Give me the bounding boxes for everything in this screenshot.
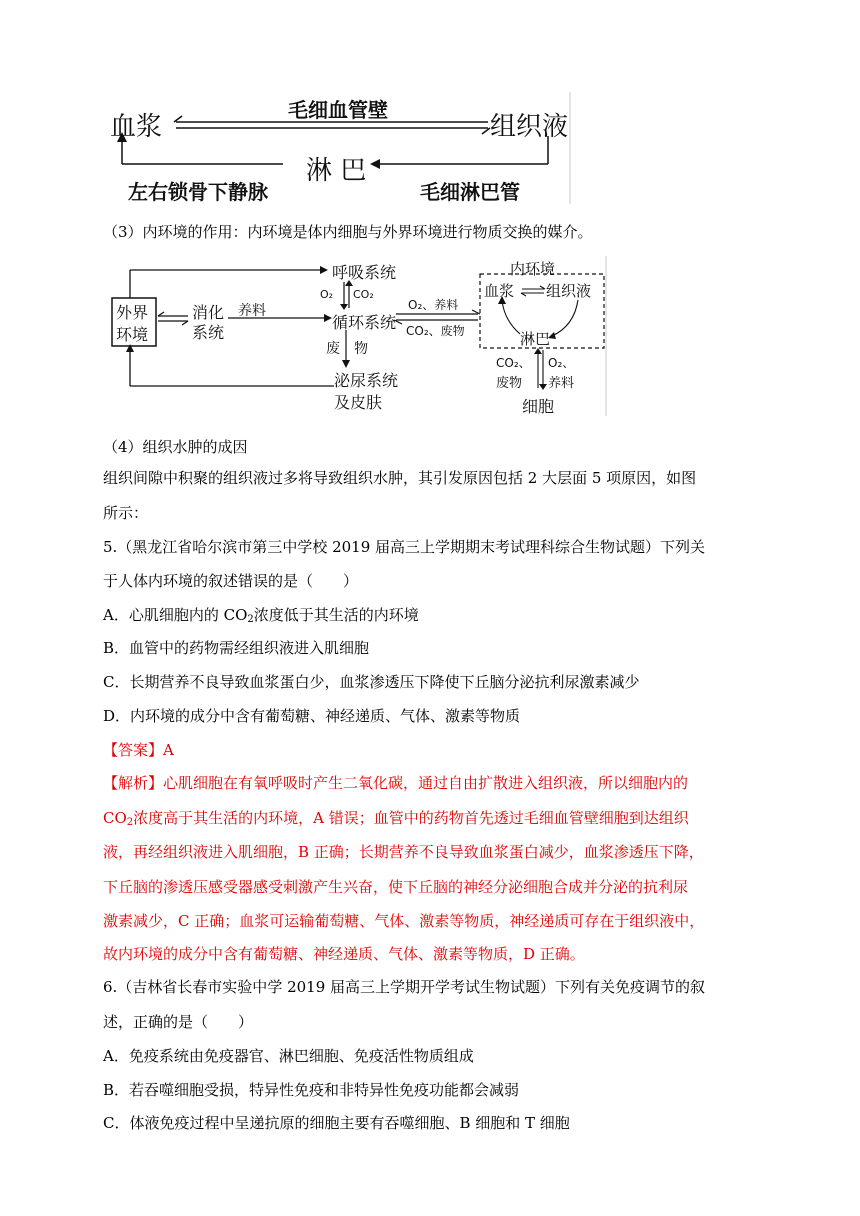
cell-label: 细胞 bbox=[522, 397, 555, 416]
lymph-capillary-label: 毛细淋巴管 bbox=[420, 180, 520, 204]
option-a-text-pre: A．心肌细胞内的 CO bbox=[103, 606, 248, 624]
question-6-option-a: A．免疫系统由免疫器官、淋巴细胞、免疫活性物质组成 bbox=[103, 1047, 474, 1065]
cell-nutrients-label: 养料 bbox=[548, 376, 575, 391]
co2-label: CO₂ bbox=[353, 288, 374, 301]
question-5-analysis-line-2 bbox=[103, 808, 689, 828]
body-fluid-diagram bbox=[108, 92, 573, 204]
question-5-option-a bbox=[103, 605, 419, 625]
question-5-analysis-line-1: 【解析】心肌细胞在有氧呼吸时产生二氧化碳，通过自由扩散进入组织液，所以细胞内的 bbox=[103, 774, 689, 792]
cell-o2-label: O₂、 bbox=[548, 356, 575, 370]
waste-label-2: 物 bbox=[354, 341, 368, 357]
question-6-option-b: B．若吞噬细胞受损，特异性免疫和非特异性免疫功能都会减弱 bbox=[103, 1081, 520, 1099]
question-5-analysis-line-3: 液，再经组织液进入肌细胞，B 正确；长期营养不良导致血浆蛋白减少，血浆渗透压下降， bbox=[103, 843, 704, 861]
capillary-wall-label: 毛细血管壁 bbox=[288, 98, 388, 122]
question-6-option-c: C．体液免疫过程中呈递抗原的细胞主要有吞噬细胞、B 细胞和 T 细胞 bbox=[103, 1114, 570, 1132]
lymph-label: 淋 巴 bbox=[306, 156, 367, 186]
question-5-analysis-line-4: 下丘脑的渗透压感受器感受刺激产生兴奋，使下丘脑的神经分泌细胞合成并分泌的抗利尿 bbox=[103, 878, 689, 896]
question-5-analysis-line-5: 激素减少，C 正确；血浆可运输葡萄糖、气体、激素等物质，神经递质可存在于组织液中， bbox=[103, 912, 705, 930]
analysis-co2-subscript: 2 bbox=[126, 817, 134, 828]
respiratory-label: 呼吸系统 bbox=[332, 263, 397, 282]
plasma-label: 血浆 bbox=[110, 112, 163, 142]
external-env-label-2: 环境 bbox=[116, 325, 149, 344]
question-5-stem-line-1: 5.（黑龙江省哈尔滨市第三中学校 2019 届高三上学期期末考试理科综合生物试题）下列关 bbox=[103, 538, 706, 556]
question-5-analysis-line-6: 故内环境的成分中含有葡萄糖、神经递质、气体、激素等物质，D 正确。 bbox=[103, 945, 585, 963]
co2-waste-label: CO₂、废物 bbox=[406, 324, 465, 338]
option-a-text-post: 浓度低于其生活的内环境 bbox=[253, 606, 419, 624]
question-6-stem-line-1: 6.（吉林省长春市实验中学 2019 届高三上学期开学考试生物试题）下列有关免疫调节的叙 bbox=[103, 978, 706, 996]
question-5-answer: 【答案】A bbox=[103, 741, 174, 759]
waste-label-1: 废 bbox=[326, 341, 340, 357]
external-env-label-1: 外界 bbox=[116, 303, 149, 322]
section-4-text-line-2: 所示： bbox=[103, 504, 149, 522]
subclavian-vein-label: 左右锁骨下静脉 bbox=[128, 180, 268, 204]
internal-plasma-label: 血浆 bbox=[484, 282, 515, 300]
internal-env-label: 内环境 bbox=[510, 260, 556, 278]
urinary-label-1: 泌尿系统 bbox=[334, 371, 399, 390]
question-5-option-c: C．长期营养不良导致血浆蛋白少，血浆渗透压下降使下丘脑分泌抗利尿激素减少 bbox=[103, 673, 640, 691]
question-5-stem-line-2: 于人体内环境的叙述错误的是（ ） bbox=[103, 572, 359, 590]
cell-co2-label: CO₂、 bbox=[496, 356, 531, 370]
question-6-stem-line-2: 述，正确的是（ ） bbox=[103, 1013, 254, 1031]
nutrients-label: 养料 bbox=[238, 303, 266, 319]
digestive-label-2: 系统 bbox=[192, 323, 225, 342]
material-exchange-diagram bbox=[108, 256, 608, 416]
urinary-label-2: 及皮肤 bbox=[334, 393, 383, 412]
internal-lymph-label: 淋巴 bbox=[520, 330, 551, 348]
section-3-text: （3）内环境的作用：内环境是体内细胞与外界环境进行物质交换的媒介。 bbox=[103, 223, 593, 241]
internal-tissue-fluid-label: 组织液 bbox=[546, 282, 592, 300]
analysis-co2-pre: CO bbox=[103, 809, 127, 827]
o2-label: O₂ bbox=[320, 288, 334, 301]
cell-waste-label: 废物 bbox=[496, 376, 523, 391]
section-4-title: （4）组织水肿的成因 bbox=[103, 438, 248, 456]
circulatory-label: 循环系统 bbox=[332, 313, 397, 332]
tissue-fluid-label: 组织液 bbox=[490, 112, 569, 142]
question-5-option-d: D．内环境的成分中含有葡萄糖、神经递质、气体、激素等物质 bbox=[103, 707, 521, 725]
question-5-option-b: B．血管中的药物需经组织液进入肌细胞 bbox=[103, 639, 370, 657]
section-4-text-line-1: 组织间隙中积聚的组织液过多将导致组织水肿，其引发原因包括 2 大层面 5 项原因，如图 bbox=[103, 469, 697, 487]
digestive-label-1: 消化 bbox=[192, 303, 225, 322]
option-a-subscript: 2 bbox=[247, 614, 254, 625]
o2-nutrients-label: O₂、养料 bbox=[408, 298, 459, 312]
analysis-line-2-post: 浓度高于其生活的内环境，A 错误；血管中的药物首先透过毛细血管壁细胞到达组织 bbox=[133, 809, 689, 827]
